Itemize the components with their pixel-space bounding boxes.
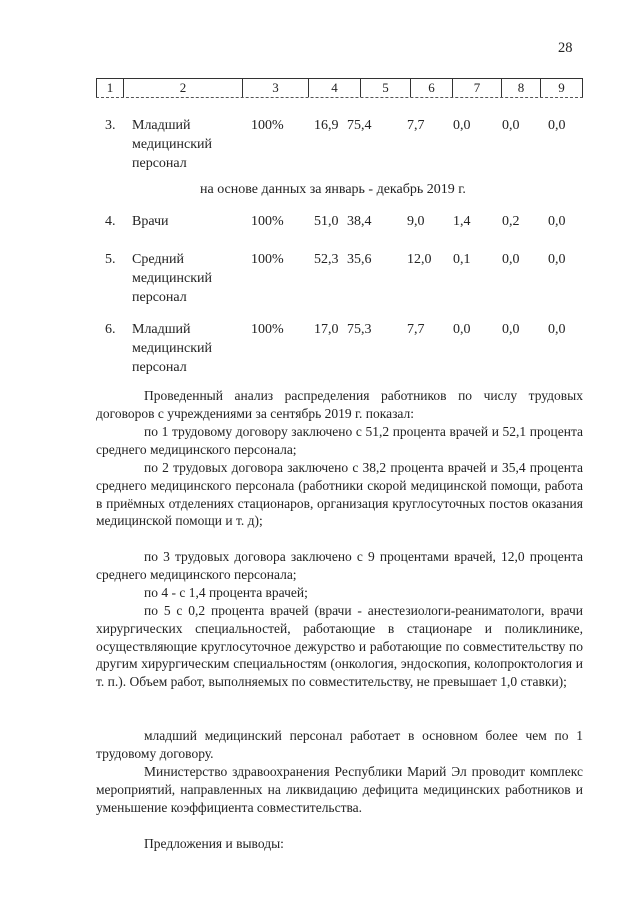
cell-value: 16,9: [314, 118, 339, 133]
paragraph-ministry: Министерство здравоохранения Республики Марий Эл проводит комплекс мероприятий, направленных на ликвидацию дефицита медицинских работников и уменьшение коэффициента совместительства.: [96, 764, 583, 815]
cell-value: 52,3: [314, 252, 339, 267]
cell-value: 0,0: [453, 118, 471, 133]
page-number: 28: [558, 40, 573, 56]
header-cell: 1: [96, 79, 123, 97]
cell-value: 38,4: [347, 214, 372, 229]
cell-value: 0,2: [502, 214, 520, 229]
cell-value: 7,7: [407, 322, 425, 337]
table-header-row: [96, 78, 583, 98]
paragraph-one-contract: по 1 трудовому договору заключено с 51,2 процента врачей и 52,1 процента среднего медицинского персонала;: [96, 424, 583, 457]
paragraph-four-contracts: по 4 - с 1,4 процента врачей;: [144, 585, 308, 600]
header-cell: 9: [540, 79, 583, 97]
cell-value: 0,0: [548, 252, 566, 267]
cell-value: 0,1: [453, 252, 471, 267]
cell-value: 100%: [251, 118, 284, 133]
paragraph-analysis-intro: Проведенный анализ распределения работников по числу трудовых договоров с учреждениями за сентябрь 2019 г. показал:: [96, 388, 583, 421]
header-cell: 2: [123, 79, 242, 97]
paragraph-two-contracts: по 2 трудовых договора заключено с 38,2 процента врачей и 35,4 процента среднего медицинского персонала (работники скорой медицинской помощи, работа в приёмных отделениях стационаров, организация круглосуточных постов оказания медицинской помощи и т. д);: [96, 460, 583, 529]
paragraph-conclusions-heading: Предложения и выводы:: [144, 836, 284, 851]
row-category: Младший медицинский персонал: [132, 118, 212, 171]
header-cell: 4: [308, 79, 360, 97]
cell-value: 17,0: [314, 322, 339, 337]
row-number: 6.: [105, 322, 116, 337]
row-number: 3.: [105, 118, 116, 133]
row-category: Врачи: [132, 214, 169, 229]
cell-value: 0,0: [548, 214, 566, 229]
paragraph-junior-staff: младший медицинский персонал работает в основном более чем по 1 трудовому договору.: [96, 728, 583, 761]
cell-value: 0,0: [548, 322, 566, 337]
paragraph-three-contracts: по 3 трудовых договора заключено с 9 процентами врачей, 12,0 процента среднего медицинского персонала;: [96, 549, 583, 582]
cell-value: 100%: [251, 252, 284, 267]
cell-value: 0,0: [453, 322, 471, 337]
header-cell: 5: [360, 79, 410, 97]
header-cell: 8: [501, 79, 540, 97]
row-number: 5.: [105, 252, 116, 267]
row-category: Средний медицинский персонал: [132, 252, 212, 305]
section-label: на основе данных за январь - декабрь 2019 г.: [200, 182, 466, 197]
cell-value: 100%: [251, 214, 284, 229]
cell-value: 75,3: [347, 322, 372, 337]
cell-value: 51,0: [314, 214, 339, 229]
cell-value: 0,0: [502, 252, 520, 267]
cell-value: 100%: [251, 322, 284, 337]
cell-value: 0,0: [502, 322, 520, 337]
header-cell: 6: [410, 79, 452, 97]
row-category: Младший медицинский персонал: [132, 322, 212, 375]
header-cell: 7: [452, 79, 501, 97]
cell-value: 75,4: [347, 118, 372, 133]
cell-value: 0,0: [548, 118, 566, 133]
cell-value: 0,0: [502, 118, 520, 133]
cell-value: 7,7: [407, 118, 425, 133]
cell-value: 35,6: [347, 252, 372, 267]
row-number: 4.: [105, 214, 116, 229]
cell-value: 1,4: [453, 214, 471, 229]
cell-value: 9,0: [407, 214, 425, 229]
header-cell: 3: [242, 79, 308, 97]
paragraph-five-contracts: по 5 с 0,2 процента врачей (врачи - анестезиологи-реаниматологи, врачи хирургических специальностей, работающие в стационаре и поликлинике, осуществляющие круглосуточное дежурство и работающие по совместительству по другим хирургическим специальностям (онкология, эндоскопия, колопроктология и т. п.). Объем работ, выполняемых по совместительству, не превышает 1,0 ставки);: [96, 603, 583, 690]
cell-value: 12,0: [407, 252, 432, 267]
